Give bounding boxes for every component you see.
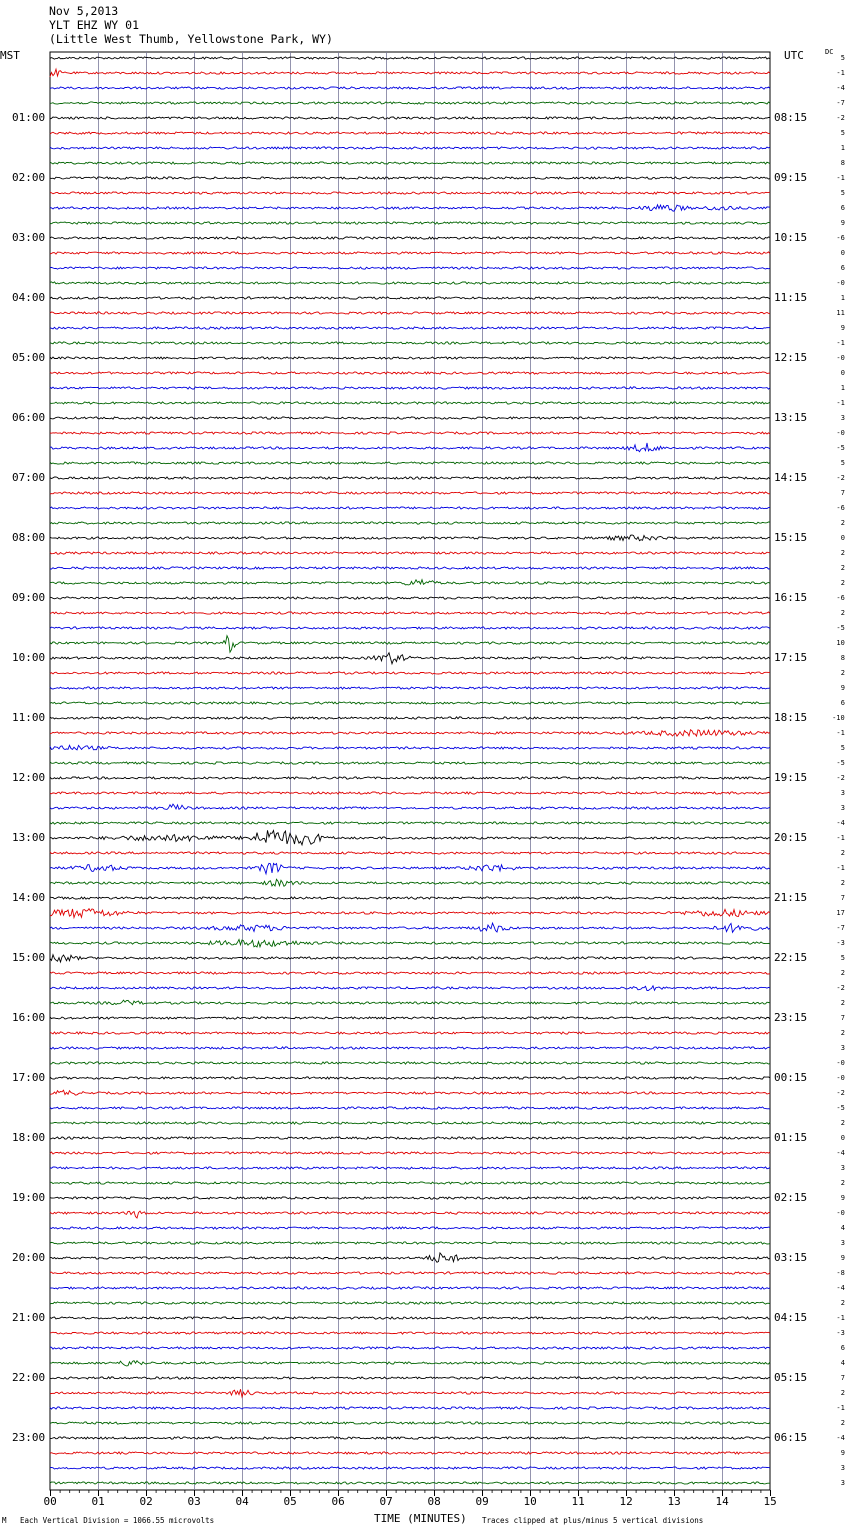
x-tick-label: 08: [427, 1495, 441, 1508]
trace-line: [50, 432, 770, 434]
dc-offset-label: 1: [840, 144, 845, 152]
dc-offset-label: 2: [840, 1419, 845, 1427]
trace-line: [50, 87, 770, 89]
trace-line: [50, 357, 770, 359]
trace-line: [50, 580, 770, 585]
trace-line: [50, 1122, 770, 1124]
dc-offset-label: -5: [836, 1104, 845, 1112]
left-hour-label: 04:00: [12, 291, 46, 304]
trace-line: [50, 1032, 770, 1034]
dc-offset-label: 7: [840, 1014, 845, 1022]
trace-line: [50, 879, 770, 886]
dc-offset-label: 9: [840, 324, 845, 332]
left-timezone-label: MST: [0, 49, 20, 62]
right-hour-label: 01:15: [774, 1131, 808, 1144]
right-hour-label: 02:15: [774, 1191, 808, 1204]
trace-line: [50, 863, 770, 874]
scale-note: Each Vertical Division = 1066.55 microvolts: [20, 1516, 215, 1525]
trace-line: [50, 1062, 770, 1064]
trace-line: [50, 636, 770, 653]
trace-line: [50, 297, 770, 299]
trace-line: [50, 1317, 770, 1319]
trace-line: [50, 252, 770, 254]
trace-line: [50, 237, 770, 239]
trace-line: [50, 909, 770, 918]
x-tick-label: 01: [91, 1495, 105, 1508]
dc-offset-label: -6: [836, 234, 845, 242]
x-tick-label: 03: [187, 1495, 201, 1508]
trace-line: [50, 1017, 770, 1019]
dc-offset-label: 17: [836, 909, 845, 917]
x-tick-label: 02: [139, 1495, 153, 1508]
x-tick-label: 15: [763, 1495, 777, 1508]
dc-offset-label: -2: [836, 474, 845, 482]
left-hour-label: 05:00: [12, 351, 46, 364]
dc-offset-label: 10: [836, 639, 845, 647]
trace-line: [50, 1242, 770, 1244]
trace-line: [50, 717, 770, 719]
trace-line: [50, 1107, 770, 1109]
trace-line: [50, 1287, 770, 1289]
trace-line: [50, 730, 770, 737]
trace-line: [50, 1437, 770, 1439]
dc-offset-label: 6: [840, 699, 845, 707]
dc-offset-label: -4: [836, 1149, 845, 1157]
trace-line: [50, 597, 770, 599]
dc-offset-label: 2: [840, 969, 845, 977]
right-hour-label: 14:15: [774, 471, 808, 484]
dc-offset-label: -8: [836, 1269, 845, 1277]
right-hour-label: 11:15: [774, 291, 808, 304]
x-tick-label: 14: [715, 1495, 729, 1508]
left-hour-label: 13:00: [12, 831, 46, 844]
trace-line: [50, 462, 770, 464]
trace-line: [50, 222, 770, 224]
left-hour-label: 19:00: [12, 1191, 46, 1204]
trace-line: [50, 1302, 770, 1304]
trace-line: [50, 986, 770, 991]
trace-line: [50, 1407, 770, 1409]
trace-line: [50, 1000, 770, 1005]
trace-line: [50, 567, 770, 569]
right-hour-label: 08:15: [774, 111, 808, 124]
left-hour-label: 20:00: [12, 1251, 46, 1264]
trace-line: [50, 1422, 770, 1424]
dc-offset-label: 0: [840, 534, 845, 542]
left-hour-label: 08:00: [12, 531, 46, 544]
x-tick-label: 06: [331, 1495, 345, 1508]
trace-line: [50, 443, 770, 452]
left-hour-label: 21:00: [12, 1311, 46, 1324]
dc-offset-label: -4: [836, 1284, 845, 1292]
left-hour-label: 10:00: [12, 651, 46, 664]
trace-line: [50, 1389, 770, 1397]
trace-line: [50, 102, 770, 104]
dc-offset-label: -2: [836, 114, 845, 122]
dc-offset-label: 11: [836, 309, 845, 317]
trace-line: [50, 653, 770, 664]
trace-line: [50, 327, 770, 329]
dc-offset-label: 0: [840, 249, 845, 257]
trace-line: [50, 672, 770, 674]
trace-line: [50, 1211, 770, 1218]
dc-offset-label: 5: [840, 189, 845, 197]
left-hour-label: 14:00: [12, 891, 46, 904]
left-hour-label: 03:00: [12, 231, 46, 244]
left-hour-label: 12:00: [12, 771, 46, 784]
trace-line: [50, 612, 770, 614]
dc-offset-label: -1: [836, 339, 845, 347]
dc-offset-label: 7: [840, 1374, 845, 1382]
x-tick-label: 13: [667, 1495, 681, 1508]
dc-offset-label: 3: [840, 1464, 845, 1472]
trace-line: [50, 552, 770, 554]
dc-offset-label: -1: [836, 834, 845, 842]
dc-offset-label: 9: [840, 1194, 845, 1202]
left-hour-label: 18:00: [12, 1131, 46, 1144]
dc-offset-label: -0: [836, 279, 845, 287]
trace-line: [50, 1047, 770, 1049]
dc-offset-label: 2: [840, 1119, 845, 1127]
trace-line: [50, 312, 770, 314]
dc-offset-label: -7: [836, 99, 845, 107]
right-hour-label: 10:15: [774, 231, 808, 244]
x-axis-title: TIME (MINUTES): [374, 1512, 467, 1525]
trace-line: [50, 1077, 770, 1079]
trace-line: [50, 417, 770, 419]
trace-line: [50, 477, 770, 479]
dc-offset-label: -0: [836, 1209, 845, 1217]
trace-line: [50, 923, 770, 932]
dc-offset-label: -5: [836, 444, 845, 452]
trace-line: [50, 387, 770, 389]
trace-line: [50, 1467, 770, 1469]
right-hour-label: 04:15: [774, 1311, 808, 1324]
dc-offset-label: 1: [840, 384, 845, 392]
x-tick-label: 04: [235, 1495, 249, 1508]
dc-offset-label: -10: [832, 714, 845, 722]
trace-line: [50, 1197, 770, 1199]
dc-offset-label: -4: [836, 819, 845, 827]
trace-line: [50, 162, 770, 164]
dc-offset-label: 2: [840, 1389, 845, 1397]
x-tick-label: 11: [571, 1495, 585, 1508]
dc-offset-label: 1: [840, 294, 845, 302]
right-hour-label: 09:15: [774, 171, 808, 184]
dc-offset-label: 6: [840, 204, 845, 212]
dc-offset-label: 9: [840, 1254, 845, 1262]
dc-offset-label: -1: [836, 174, 845, 182]
dc-offset-label: 2: [840, 519, 845, 527]
right-hour-label: 03:15: [774, 1251, 808, 1264]
dc-offset-label: 4: [840, 1224, 845, 1232]
dc-offset-label: 2: [840, 579, 845, 587]
dc-offset-label: 2: [840, 1179, 845, 1187]
trace-line: [50, 627, 770, 629]
x-tick-label: 00: [43, 1495, 57, 1508]
trace-line: [50, 267, 770, 269]
trace-line: [50, 1152, 770, 1154]
trace-line: [50, 372, 770, 374]
dc-offset-label: 9: [840, 219, 845, 227]
right-hour-label: 05:15: [774, 1371, 808, 1384]
dc-offset-label: 2: [840, 849, 845, 857]
trace-line: [50, 342, 770, 344]
trace-line: [50, 777, 770, 779]
left-hour-label: 02:00: [12, 171, 46, 184]
dc-offset-label: -0: [836, 1074, 845, 1082]
dc-offset-label: 9: [840, 1449, 845, 1457]
trace-line: [50, 1482, 770, 1484]
x-tick-label: 05: [283, 1495, 297, 1508]
trace-line: [50, 897, 770, 899]
right-hour-label: 19:15: [774, 771, 808, 784]
logo-mark: M: [2, 1516, 7, 1525]
dc-offset-label: 0: [840, 369, 845, 377]
trace-line: [50, 522, 770, 524]
dc-offset-label: 5: [840, 744, 845, 752]
date-label: Nov 5,2013: [49, 4, 119, 18]
dc-offset-label: -1: [836, 1404, 845, 1412]
right-hour-label: 00:15: [774, 1071, 808, 1084]
trace-line: [50, 1272, 770, 1274]
trace-line: [50, 192, 770, 194]
left-hour-label: 16:00: [12, 1011, 46, 1024]
trace-line: [50, 1227, 770, 1229]
trace-line: [50, 402, 770, 404]
dc-offset-label: 3: [840, 789, 845, 797]
dc-offset-label: -0: [836, 1059, 845, 1067]
dc-offset-label: -1: [836, 864, 845, 872]
dc-offset-label: -5: [836, 624, 845, 632]
trace-line: [50, 804, 770, 809]
dc-offset-label: -2: [836, 1089, 845, 1097]
dc-offset-label: 3: [840, 1239, 845, 1247]
dc-offset-label: 3: [840, 1164, 845, 1172]
dc-offset-label: -1: [836, 69, 845, 77]
trace-line: [50, 1167, 770, 1169]
dc-offset-label: 3: [840, 804, 845, 812]
trace-line: [50, 745, 770, 750]
dc-offset-label: 2: [840, 1029, 845, 1037]
dc-offset-label: 4: [840, 1359, 845, 1367]
trace-line: [50, 830, 770, 845]
left-hour-label: 17:00: [12, 1071, 46, 1084]
dc-offset-label: -6: [836, 504, 845, 512]
left-hour-label: 11:00: [12, 711, 46, 724]
trace-line: [50, 1347, 770, 1349]
dc-offset-label: 2: [840, 609, 845, 617]
dc-offset-label: 7: [840, 894, 845, 902]
left-hour-label: 06:00: [12, 411, 46, 424]
x-tick-label: 12: [619, 1495, 633, 1508]
dc-offset-label: 2: [840, 669, 845, 677]
right-hour-label: 20:15: [774, 831, 808, 844]
left-hour-label: 09:00: [12, 591, 46, 604]
right-hour-label: 22:15: [774, 951, 808, 964]
dc-offset-label: -0: [836, 429, 845, 437]
left-hour-label: 22:00: [12, 1371, 46, 1384]
dc-offset-label: 5: [840, 54, 845, 62]
trace-line: [50, 507, 770, 509]
dc-offset-label: -7: [836, 924, 845, 932]
trace-line: [50, 822, 770, 824]
left-hour-label: 07:00: [12, 471, 46, 484]
x-axis-ticks: [51, 1490, 771, 1496]
trace-line: [50, 702, 770, 704]
trace-line: [50, 762, 770, 764]
dc-offset-label: 2: [840, 999, 845, 1007]
trace-line: [50, 117, 770, 119]
trace-line: [50, 57, 770, 59]
dc-offset-label: -6: [836, 594, 845, 602]
x-tick-label: 09: [475, 1495, 489, 1508]
dc-offset-label: 3: [840, 414, 845, 422]
right-hour-label: 18:15: [774, 711, 808, 724]
right-hour-label: 16:15: [774, 591, 808, 604]
dc-offset-label: -1: [836, 1314, 845, 1322]
trace-line: [50, 1361, 770, 1366]
seismic-traces: [50, 57, 770, 1484]
right-hour-label: 06:15: [774, 1431, 808, 1444]
trace-line: [50, 852, 770, 854]
dc-offset-label: 2: [840, 879, 845, 887]
trace-line: [50, 177, 770, 179]
x-tick-label: 07: [379, 1495, 393, 1508]
dc-offset-label: 5: [840, 129, 845, 137]
dc-offset-label: 2: [840, 549, 845, 557]
dc-offset-label: 6: [840, 1344, 845, 1352]
trace-line: [50, 535, 770, 541]
dc-offset-label: 3: [840, 1479, 845, 1487]
trace-line: [50, 940, 770, 948]
dc-offset-label: -1: [836, 729, 845, 737]
dc-offset-label: -3: [836, 1329, 845, 1337]
location-label: (Little West Thumb, Yellowstone Park, WY): [49, 32, 333, 46]
dc-offset-label: 2: [840, 1299, 845, 1307]
trace-line: [50, 972, 770, 974]
dc-offset-label: -5: [836, 759, 845, 767]
dc-offset-label: -3: [836, 939, 845, 947]
dc-offset-label: 8: [840, 654, 845, 662]
trace-line: [50, 1332, 770, 1334]
dc-offset-label: -2: [836, 984, 845, 992]
x-tick-label: 10: [523, 1495, 537, 1508]
dc-offset-label: -2: [836, 774, 845, 782]
trace-line: [50, 147, 770, 149]
trace-line: [50, 282, 770, 284]
trace-line: [50, 792, 770, 794]
right-hour-label: 17:15: [774, 651, 808, 664]
dc-offset-label: 6: [840, 264, 845, 272]
dc-offset-label: 5: [840, 954, 845, 962]
trace-line: [50, 687, 770, 689]
clip-note: Traces clipped at plus/minus 5 vertical divisions: [482, 1516, 704, 1525]
dc-offset-label: 2: [840, 564, 845, 572]
trace-line: [50, 492, 770, 494]
left-hour-label: 01:00: [12, 111, 46, 124]
trace-line: [50, 1182, 770, 1184]
trace-line: [50, 1253, 770, 1262]
trace-line: [50, 1377, 770, 1379]
trace-line: [50, 132, 770, 134]
dc-offset-label: -4: [836, 84, 845, 92]
dc-offset-label: -4: [836, 1434, 845, 1442]
right-hour-label: 21:15: [774, 891, 808, 904]
dc-header-label: DC: [825, 48, 834, 56]
right-hour-label: 23:15: [774, 1011, 808, 1024]
right-timezone-label: UTC: [784, 49, 804, 62]
trace-line: [50, 1452, 770, 1454]
dc-offset-label: -1: [836, 399, 845, 407]
dc-offset-label: 0: [840, 1134, 845, 1142]
trace-line: [50, 69, 770, 77]
trace-line: [50, 205, 770, 211]
dc-offset-label: 3: [840, 1044, 845, 1052]
dc-offset-label: 9: [840, 684, 845, 692]
station-label: YLT EHZ WY 01: [49, 18, 140, 32]
left-hour-label: 15:00: [12, 951, 46, 964]
trace-line: [50, 1090, 770, 1095]
dc-offset-label: 5: [840, 459, 845, 467]
left-hour-label: 23:00: [12, 1431, 46, 1444]
trace-line: [50, 955, 770, 962]
dc-offset-label: 7: [840, 489, 845, 497]
dc-offset-label: 8: [840, 159, 845, 167]
right-hour-label: 13:15: [774, 411, 808, 424]
right-hour-label: 12:15: [774, 351, 808, 364]
trace-line: [50, 1137, 770, 1139]
right-hour-label: 15:15: [774, 531, 808, 544]
dc-offset-label: -0: [836, 354, 845, 362]
